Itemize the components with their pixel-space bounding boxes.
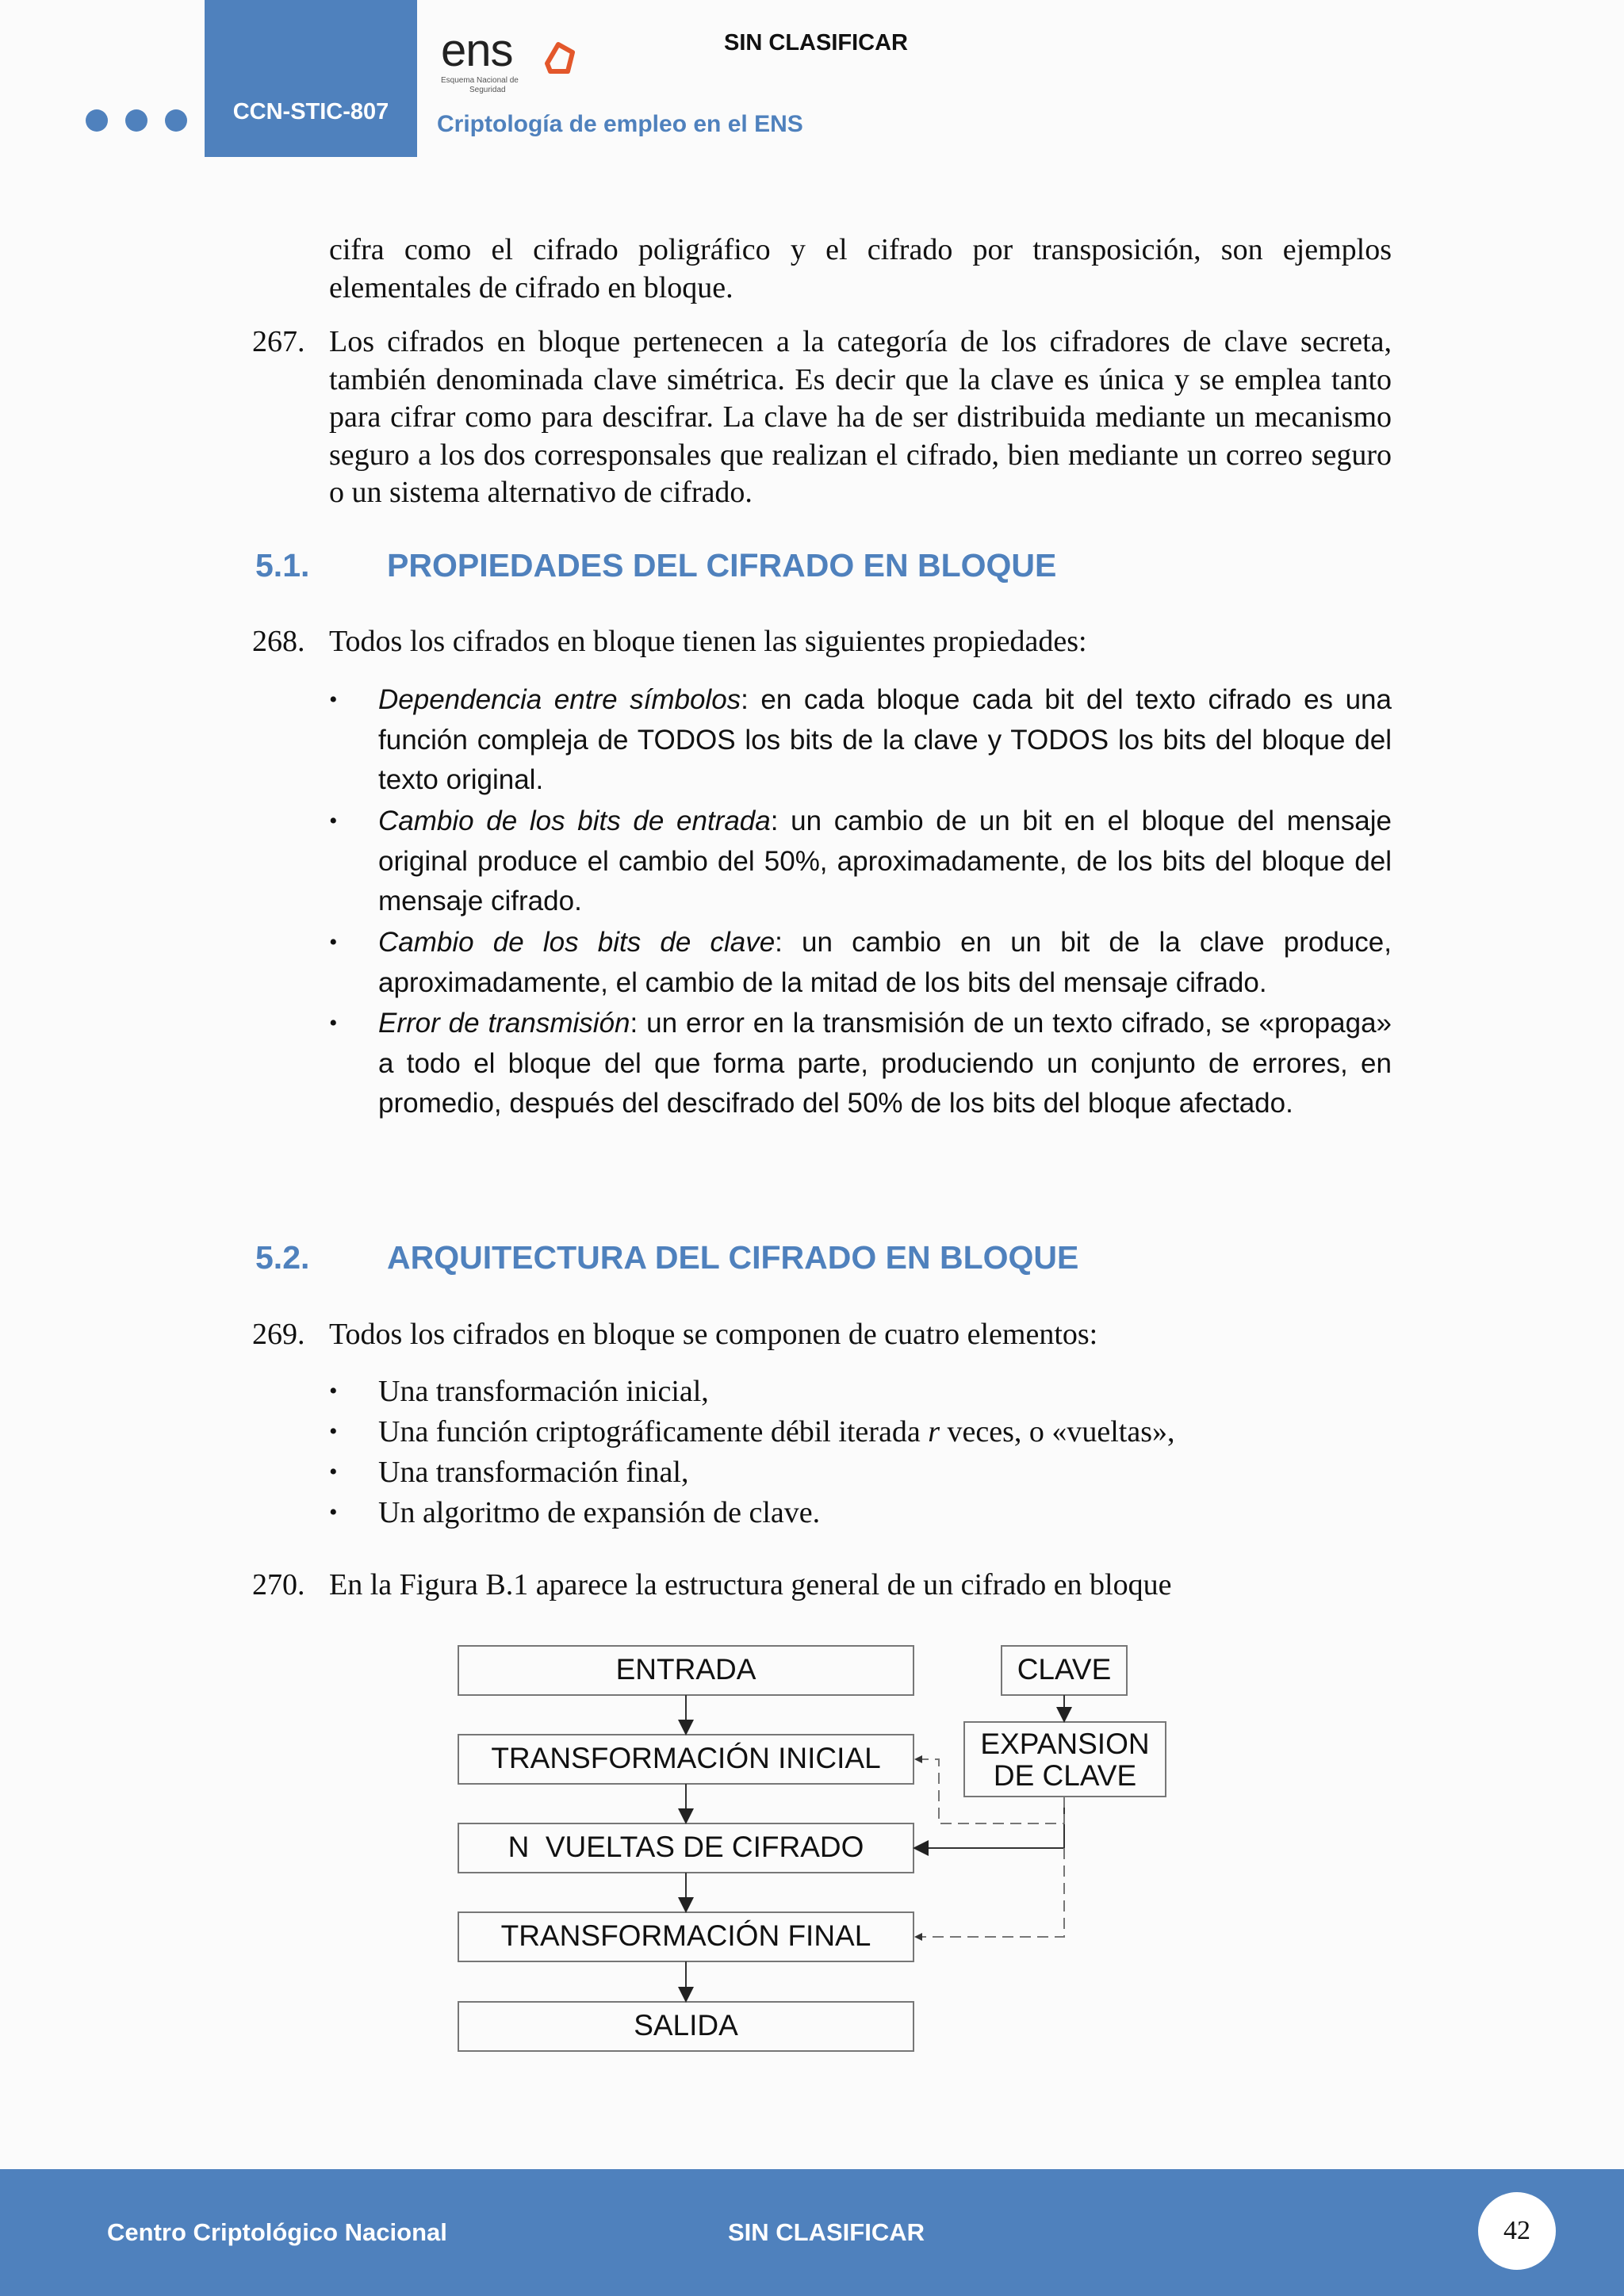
list-item: Cambio de los bits de entrada: un cambio de un bit en el bloque del mensaje original produce el cambio del 50%, aproximadamente, de los bits del bloque del mensaje cifrado.	[378, 806, 1392, 916]
section-title: ARQUITECTURA DEL CIFRADO EN BLOQUE	[387, 1239, 1079, 1276]
dashed-connector	[920, 1848, 1064, 1937]
bullet-icon: •	[329, 1010, 338, 1036]
list-item: Cambio de los bits de clave: un cambio en un bit de la clave produce, aproximadamente, el cambio de la mitad de los bits del mensaje cifrado.	[378, 927, 1392, 998]
paragraph-number: 269.	[252, 1318, 305, 1351]
logo-subtitle-1: Esquema Nacional de	[441, 76, 519, 85]
list-item: Error de transmisión: un error en la transmisión de un texto cifrado, se «propaga» a todo el bloque del que forma parte, produciendo un conjunto de errores, en promedio, después del descifrado del 50% de los bits del bloque afectado.	[378, 1008, 1392, 1119]
bullet-icon: •	[329, 1418, 338, 1445]
expansion-label-2: DE CLAVE	[993, 1759, 1137, 1792]
list-item: Un algoritmo de expansión de clave.	[378, 1496, 821, 1529]
list-item: Una transformación inicial,	[378, 1375, 709, 1408]
paragraph-number: 268.	[252, 625, 305, 658]
header-doc-title: Criptología de empleo en el ENS	[437, 111, 803, 137]
list-item: Una función criptográficamente débil iterada r veces, o «vueltas»,	[378, 1415, 1175, 1448]
arrowhead	[914, 1755, 922, 1763]
vueltas-label: N VUELTAS DE CIFRADO	[508, 1831, 864, 1863]
clave-label: CLAVE	[1017, 1653, 1112, 1686]
entrada-label: ENTRADA	[615, 1653, 756, 1686]
document-code: CCN-STIC-807	[205, 0, 417, 157]
header-classification: SIN CLASIFICAR	[724, 30, 908, 55]
bullet-icon: •	[329, 1378, 338, 1404]
paragraph-267: Los cifrados en bloque pertenecen a la categoría de los cifradores de clave secreta, también denominada clave simétrica. Es decir que la clave es única y se emplea tanto para cifrar como para descifrar. La clave ha de ser distribuida mediante un mecanismo seguro a los dos corresponsales que realizan el cifrado, bien mediante un correo seguro o un sistema alternativo de cifrado.	[329, 325, 1392, 509]
dot-icon	[165, 109, 187, 132]
paragraph-269: Todos los cifrados en bloque se componen de cuatro elementos:	[329, 1318, 1098, 1351]
list-item: Dependencia entre símbolos: en cada bloque cada bit del texto cifrado es una función compleja de TODOS los bits de la clave y TODOS los bits del bloque del texto original.	[378, 684, 1392, 795]
section-title: PROPIEDADES DEL CIFRADO EN BLOQUE	[387, 547, 1057, 584]
dot-icon	[86, 109, 108, 132]
bullet-icon: •	[329, 1499, 338, 1525]
list-item: Una transformación final,	[378, 1456, 689, 1489]
footer-classification: SIN CLASIFICAR	[728, 2218, 925, 2246]
dot-icon	[125, 109, 147, 132]
block-cipher-diagram	[444, 1633, 1189, 2061]
bullet-icon: •	[329, 929, 338, 955]
paragraph-268: Todos los cifrados en bloque tienen las siguientes propiedades:	[329, 625, 1087, 658]
bullet-icon: •	[329, 687, 338, 713]
paragraph-270: En la Figura B.1 aparece la estructura general de un cifrado en bloque	[329, 1568, 1172, 1601]
intro-paragraph: cifra como el cifrado poligráfico y el cifrado por transposición, son ejemplos elementales de cifrado en bloque.	[329, 233, 1392, 304]
salida-label: SALIDA	[634, 2009, 738, 2042]
page-number: 42	[1478, 2192, 1556, 2270]
section-number: 5.2.	[255, 1239, 310, 1276]
logo-mark-icon	[541, 40, 579, 76]
footer-org: Centro Criptológico Nacional	[107, 2218, 447, 2246]
section-number: 5.1.	[255, 547, 310, 584]
bullet-icon: •	[329, 1459, 338, 1485]
transformacion-inicial-label: TRANSFORMACIÓN INICIAL	[491, 1742, 881, 1774]
ens-logo: ens Esquema Nacional de Seguridad	[441, 29, 584, 92]
paragraph-number: 267.	[252, 325, 305, 358]
paragraph-number: 270.	[252, 1568, 305, 1601]
expansion-label-1: EXPANSION	[980, 1728, 1150, 1760]
bullet-icon: •	[329, 808, 338, 834]
arrowhead	[914, 1933, 922, 1941]
transformacion-final-label: TRANSFORMACIÓN FINAL	[500, 1919, 871, 1952]
logo-subtitle-2: Seguridad	[469, 86, 506, 94]
